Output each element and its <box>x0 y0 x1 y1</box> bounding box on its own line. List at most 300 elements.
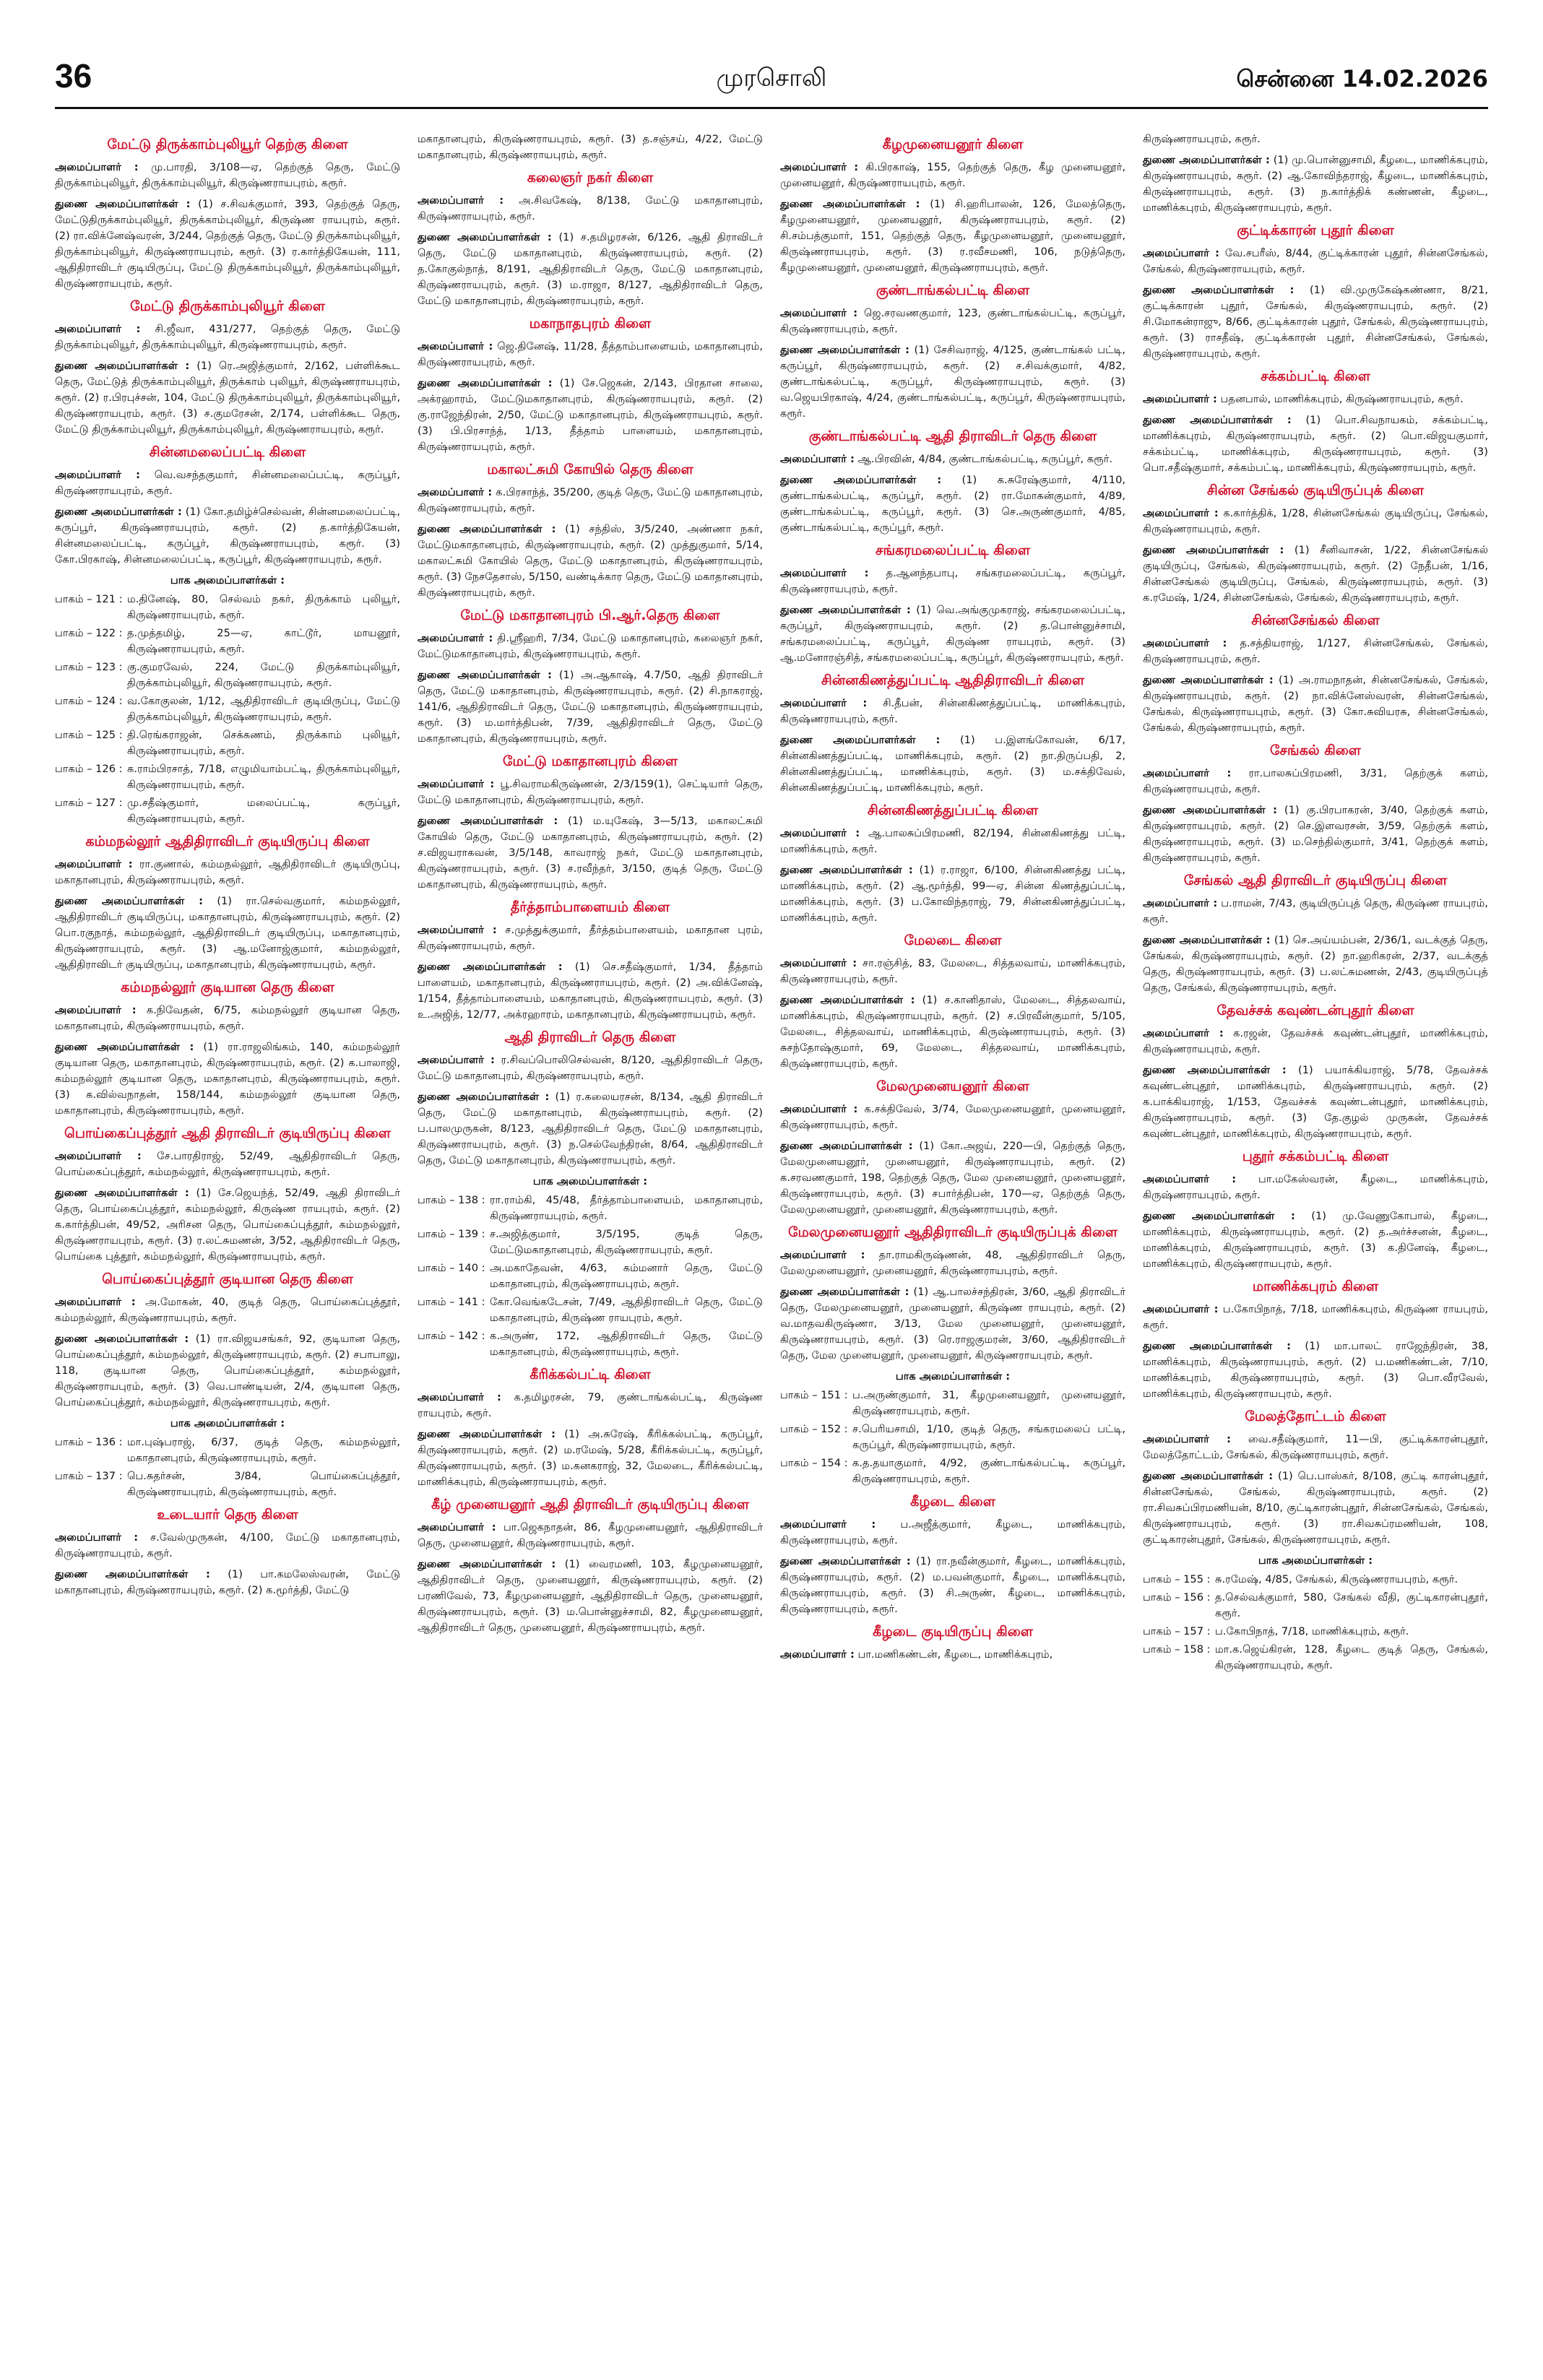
branch-heading: கீழடை குடியிருப்பு கிளை <box>873 1624 1033 1640</box>
branch-section <box>418 1029 763 1360</box>
deputy-label: துணை அமைப்பாளர்கள் : <box>55 1187 189 1199</box>
secretary-entry <box>1143 1302 1488 1333</box>
booth-heading: பாக அமைப்பாளர்கள் : <box>532 1175 648 1187</box>
branch-heading: மகாநாதபுரம் கிளை <box>529 316 652 332</box>
booth-text: ம.தினேஷ், 80, செல்வம் நகர், திருக்காம் புலியூர், கிருஷ்ணராயபுரம், கரூர். <box>127 593 400 621</box>
branch-heading: பொய்கைப்புத்தூர் குடியான தெரு கிளை <box>102 1271 353 1287</box>
page-number: 36 <box>55 57 92 95</box>
deputy-text: (1) அ.சுரேஷ், கீரிக்கல்பட்டி, கருப்பூர், கிருஷ்ணராயபுரம், கரூர். (2) ம.ரமேஷ், 5/28, கீரிக்கல்பட்டி, கருப்பூர், கிருஷ்ணராயபுரம், கரூர். (3) ம.கனகராஜ், 32, மேலடை, கீரிக்கல்பட்டி, மாணிக்கபுரம், கிருஷ்ணராயபுரம், கரூர். <box>418 1428 763 1488</box>
deputy-text: (1) சந்திஸ், 3/5/240, அண்ணா நகர், மேட்டுமகாதானபுரம், கிருஷ்ணராயபுரம், கரூர். (2) முத்துகுமார், 5/14, மகாலட்சுமி கோயில் தெரு, மேட்டு மகாதானபுரம், கிருஷ்ணராயபுரம், கரூர். (3) நேசதேசாஸ், 5/150, வண்டிக்கார தெரு, மேட்டு மகாதானபுரம், கிருஷ்ணராயபுரம், கரூர். <box>418 523 763 599</box>
deputy-label: துணை அமைப்பாளர்கள் : <box>780 734 941 746</box>
booth-row <box>1143 1642 1488 1674</box>
deputy-label: துணை அமைப்பாளர்கள் : <box>1143 674 1274 686</box>
branch-heading: மேட்டு திருக்காம்புலியூர் தெற்கு கிளை <box>107 137 348 152</box>
secretary-entry <box>780 1517 1125 1549</box>
deputy-text: (1) கு.பிரபாகரன், 3/40, தெற்குக் களம், கிருஷ்ணராயபுரம், கரூர். (2) செ.இளவரசன், 3/59, தெற்குக் களம், கிருஷ்ணராயபுரம், கரூர். (3) ம.செந்தில்குமார், 3/41, தெற்குக் களம், கிருஷ்ணராயபுரம், கரூர். <box>1143 804 1488 864</box>
secretary-label: அமைப்பாளர் : <box>1143 767 1232 779</box>
deputy-text: (1) சே.ஜெகன், 2/143, பிரதான சாலை, அக்ரஹாரம், மேட்டுமகாதானபுரம், கிருஷ்ணராயபுரம், கரூர். (2) கு.ராஜேந்திரன், 2/50, மேட்டு மகாதானபுரம், கிருஷ்ணராயபுரம், கரூர். (3) பி.பிரசாந்த், 1/13, தீத்தாம் பாளையம், மகாதானபுரம், கிருஷ்ணராயபுரம், கரூர். <box>418 377 763 453</box>
deputy-text: (1) கோ.தமிழ்ச்செல்வன், சின்னமலைப்பட்டி, கருப்பூர், கிருஷ்ணராயபுரம், கரூர். (2) த.கார்த்திகேயன், சின்னமலைப்பட்டி, கருப்பூர், கிருஷ்ணராயபுரம், கரூர். (3) கோ.பிரகாஷ், சின்னமலைப்பட்டி, கருப்பூர், கிருஷ்ணராயபுரம், கரூர். <box>55 506 400 566</box>
secretary-label: அமைப்பாளர் : <box>1143 1433 1231 1445</box>
deputy-label: துணை அமைப்பாளர்கள் : <box>55 198 191 210</box>
branch-heading: சின்னமலைப்பட்டி கிளை <box>149 444 306 460</box>
deputy-label: துணை அமைப்பாளர்கள் : <box>1143 1210 1295 1222</box>
deputy-text: (1) ர.கலையரசன், 8/134, ஆதி திராவிடர் தெரு, மேட்டு மகாதானபுரம், கிருஷ்ணராயபுரம், கரூர். (2) ப.பாலமுருகன், 8/123, ஆதிதிராவிடர் தெரு, மேட்டு மகாதானபுரம், கிருஷ்ணராயபுரம், கரூர். (3) ந.செல்வேந்திரன், 8/64, ஆதிதிராவிடர் தெரு, மேட்டு மகாதானபுரம், கிருஷ்ணராயபுரம், கரூர். <box>418 1091 763 1167</box>
secretary-label: அமைப்பாளர் : <box>780 957 857 969</box>
deputy-entry <box>55 1331 400 1411</box>
deputy-label: துணை அமைப்பாளர்கள் : <box>418 231 552 243</box>
secretary-text: சி.தீபன், சின்னகிணத்துப்பட்டி, மாணிக்கபுரம், கிருஷ்ணராயபுரம், கரூர். <box>780 697 1125 725</box>
secretary-label: அமைப்பாளர் : <box>780 307 858 319</box>
branch-section <box>55 1271 400 1500</box>
branch-heading: குட்டிக்காரன் புதூர் கிளை <box>1237 222 1394 238</box>
deputy-label: துணை அமைப்பாளர்கள் : <box>55 1568 210 1580</box>
deputy-text: (1) சேசிவராஜ், 4/125, குண்டாங்கல் பட்டி, கருப்பூர், கிருஷ்ணராயபுரம், கரூர். (2) ச.சிவக்குமார், 4/82, குண்டாங்கல்பட்டி, கருப்பூர், கிருஷ்ணராயபுரம், கரூர். (3) வ.ஜெயபிரகாஷ், 4/24, குண்டாங்கல்பட்டி, கருப்பூர், கிருஷ்ணராயபுரம், கரூர். <box>780 344 1125 420</box>
branch-heading: மேட்டு மகாதானபுரம் பி.ஆர்.தெரு கிளை <box>460 607 720 623</box>
booth-number: பாகம் – 122 : <box>55 627 123 639</box>
deputy-label: துணை அமைப்பாளர்கள் : <box>780 474 942 486</box>
branch-section <box>1143 742 1488 866</box>
branch-section <box>418 1496 763 1636</box>
secretary-text: சி.ஜீவா, 431/277, தெற்குத் தெரு, மேட்டு திருக்காம்புலியூர், திருக்காம்புலியூர், கிருஷ்ணராயபுரம், கரூர். <box>55 323 400 351</box>
booth-heading: பாக அமைப்பாளர்கள் : <box>1258 1554 1373 1567</box>
secretary-text: ரா.குணால், கம்மநல்லூர், ஆதிதிராவிடர் குடியிருப்பு, மகாதானபுரம், கிருஷ்ணராயபுரம், கரூர். <box>55 858 400 886</box>
branch-heading: மாணிக்கபுரம் கிளை <box>1252 1278 1379 1294</box>
secretary-entry <box>780 826 1125 857</box>
deputy-entry <box>55 196 400 292</box>
branch-section <box>1143 1148 1488 1272</box>
branch-heading: கலைஞர் நகர் கிளை <box>527 170 654 186</box>
booth-row <box>780 1388 1125 1419</box>
booth-number: பாகம் – 127 : <box>55 797 123 809</box>
deputy-label: துணை அமைப்பாளர்கள் : <box>55 895 203 907</box>
secretary-label: அமைப்பாளர் : <box>780 161 859 173</box>
booth-row <box>418 1328 763 1360</box>
secretary-entry <box>1143 1432 1488 1463</box>
column-3 <box>780 131 1125 2356</box>
branch-section <box>55 443 400 827</box>
deputy-text: (1) ச.தமிழரசன், 6/126, ஆதி திராவிடர் தெரு, மேட்டு மகாதானபுரம், கிருஷ்ணராயபுரம், கரூர். (2) த.கோகுல்நாத், 8/191, ஆதிதிராவிடர் தெரு, மேட்டு மகாதானபுரம், கிருஷ்ணராயபுரம், கரூர். (3) ம.ராஜா, 8/127, ஆதிதிராவிடர் தெரு, மேட்டு மகாதானபுரம், கிருஷ்ணராயபுரம், கரூர். <box>418 231 763 307</box>
deputy-label: துணை அமைப்பாளர்கள் : <box>418 523 556 535</box>
branch-heading: பொய்கைப்புத்தூர் ஆதி திராவிடர் குடியிருப்பு கிளை <box>64 1125 391 1141</box>
secretary-entry <box>780 306 1125 337</box>
secretary-text: ச.முத்துக்குமார், தீர்த்தம்பாளையம், மகாதான புரம், கிருஷ்ணராயபுரம், கரூர். <box>418 924 763 952</box>
booth-row <box>780 1455 1125 1487</box>
secretary-entry <box>55 160 400 191</box>
secretary-label: அமைப்பாளர் : <box>1143 1173 1237 1185</box>
deputy-text: (1) மு.வேணுகோபால், கீழடை, மாணிக்கபுரம், கிருஷ்ணராயபுரம், கரூர். (2) த.அர்ச்சனன், கீழடை, மாணிக்கபுரம், கிருஷ்ணராயபுரம், கரூர். (3) க.தினேஷ், கீழடை, மாணிக்கபுரம், கிருஷ்ணராயபுரம், கரூர். <box>1143 1210 1488 1270</box>
deputy-label: துணை அமைப்பாளர்கள் : <box>1143 544 1284 556</box>
secretary-text: க.சக்திவேல், 3/74, மேலமுனையனூர், முனையனூர், கிருஷ்ணராயபுரம், கரூர். <box>780 1103 1125 1131</box>
branch-heading: கம்மநல்லூர் ஆதிதிராவிடர் குடியிருப்பு கிளை <box>85 834 370 849</box>
booth-number: பாகம் – 141 : <box>418 1296 485 1308</box>
deputy-label: துணை அமைப்பாளர்கள் : <box>55 506 182 518</box>
branch-heading: மேலமுனையனூர் கிளை <box>876 1078 1029 1094</box>
secretary-entry <box>418 1390 763 1421</box>
deputy-text: (1) வி.முருகேஷ்கண்ணா, 8/21, குட்டிக்காரன் புதூர், சேங்கல், கிருஷ்ணராயபுரம், கரூர். (2) சி.மோகன்ராஜு, 8/66, குட்டிக்காரன் புதூர், சேங்கல், கிருஷ்ணராயபுரம், கரூர். (3) ராசதீஷ், குட்டிக்காரன் புதூர், சின்னசேங்கல், சேங்கல், கிருஷ்ணராயபுரம், கரூர். <box>1143 284 1488 360</box>
secretary-label: அமைப்பாளர் : <box>55 858 133 870</box>
booth-row <box>780 1421 1125 1453</box>
booth-number: பாகம் – 155 : <box>1143 1573 1211 1585</box>
secretary-label: அமைப்பாளர் : <box>55 323 141 335</box>
secretary-text: தா.ராமகிருஷ்ணன், 48, ஆதிதிராவிடர் தெரு, மேலமுனையனூர், முனையனூர், கிருஷ்ணராயபுரம், கரூர். <box>780 1249 1125 1277</box>
booth-number: பாகம் – 152 : <box>780 1423 848 1435</box>
secretary-entry <box>418 776 763 808</box>
branch-section <box>780 282 1125 422</box>
deputy-entry <box>780 1284 1125 1364</box>
deputy-entry <box>1143 282 1488 362</box>
deputy-entry <box>780 732 1125 796</box>
branch-section <box>418 461 763 601</box>
branch-section <box>780 428 1125 536</box>
secretary-entry <box>780 160 1125 191</box>
booth-number: பாகம் – 158 : <box>1143 1643 1211 1656</box>
secretary-label: அமைப்பாளர் : <box>780 827 860 839</box>
branch-section <box>1143 482 1488 606</box>
deputy-label: துணை அமைப்பாளர்கள் : <box>780 994 915 1006</box>
deputy-text: (1) சீனிவாசன், 1/22, சின்னசேங்கல் குடியிருப்பு, சேங்கல், கிருஷ்ணராயபுரம், கரூர். (2) நேதீபன், 1/16, சின்னசேங்கல் குடியிருப்பு, சேங்கல், கிருஷ்ணராயபுரம், கரூர். (3) க.ரமேஷ், 1/24, சின்னசேங்கல், சேங்கல், கிருஷ்ணராயபுரம், கரூர். <box>1143 544 1488 604</box>
deputy-text: (1) மா.பாலட் ராஜேந்திரன், 38, மாணிக்கபுரம், கிருஷ்ணராயபுரம், கரூர். (2) ப.மணிகண்டன், 7/10, மாணிக்கபுரம், கிருஷ்ணராயபுரம், கரூர். (3) பொ.வீரவேல், மாணிக்கபுரம், கிருஷ்ணராயபுரம், கரூர். <box>1143 1340 1488 1400</box>
secretary-label: அமைப்பாளர் : <box>55 469 140 481</box>
secretary-text: வெ.வசந்தகுமார், சின்னமலைப்பட்டி, கருப்பூர், கிருஷ்ணராயபுரம், கரூர். <box>55 469 400 497</box>
secretary-entry <box>1143 506 1488 537</box>
deputy-entry <box>1143 412 1488 476</box>
branch-heading: சின்னகிணத்துப்பட்டி ஆதிதிராவிடர் கிளை <box>821 672 1085 688</box>
masthead <box>55 56 1488 109</box>
booth-row <box>55 727 400 759</box>
deputy-label: துணை அமைப்பாளர்கள் : <box>418 1558 556 1570</box>
booth-number: பாகம் – 154 : <box>780 1457 848 1469</box>
branch-heading: சேங்கல் கிளை <box>1270 743 1361 758</box>
booth-text: த.முத்தமிழ், 25—ஏ, காட்டூர், மாயனூர், கிருஷ்ணராயபுரம், கரூர். <box>127 627 400 655</box>
booth-number: பாகம் – 137 : <box>55 1470 123 1482</box>
secretary-text: அ.மோகன், 40, குடித் தெரு, பொய்கைப்புத்தூர், கம்மநல்லூர், கிருஷ்ணராயபுரம், கரூர். <box>55 1296 400 1324</box>
secretary-text: பதனபால், மாணிக்கபுரம், கிருஷ்ணராயபுரம், கரூர். <box>1220 393 1464 405</box>
deputy-text: (1) ரா.ராஜலிங்கம், 140, கம்மநல்லூர் குடியான தெரு, மகாதானபுரம், கிருஷ்ணராயபுரம், கரூர். (2) க.பாலாஜி, கம்மநல்லூர் குடியான தெரு, மகாதானபுரம், கிருஷ்ணராயபுரம், கரூர். (3) க.வில்வநாதன், 158/144, கம்மநல்லூர் குடியான தெரு, மகாதானபுரம், கிருஷ்ணராயபுரம், கரூர். <box>55 1041 400 1117</box>
secretary-entry <box>1143 391 1488 407</box>
secretary-text: மு.பாரதி, 3/108—ஏ, தெற்குத் தெரு, மேட்டு திருக்காம்புலியூர், திருக்காம்புலியூர், கிருஷ்ணராயபுரம், கரூர். <box>55 161 400 189</box>
secretary-entry <box>780 956 1125 987</box>
booth-text: ரா.ராம்கி, 45/48, தீர்த்தாம்பாளையம், மகாதானபுரம், கிருஷ்ணராயபுரம், கரூர். <box>490 1194 763 1222</box>
secretary-text: வே.சபரீஸ், 8/44, குட்டிக்காரன் புதூர், சின்னசேங்கல், சேங்கல், கிருஷ்ணராயபுரம், கரூர். <box>1143 247 1488 275</box>
secretary-text: ப.அஜீத்குமார், கீழடை, மாணிக்கபுரம், கிருஷ்ணராயபுரம், கரூர். <box>780 1518 1125 1546</box>
deputy-label: துணை அமைப்பாளர்கள் : <box>1143 414 1292 426</box>
secretary-entry <box>1143 246 1488 277</box>
secretary-entry <box>418 922 763 954</box>
secretary-entry <box>780 1247 1125 1279</box>
deputy-text: (1) பெ.பாஸ்கர், 8/108, குட்டி காரன்புதூர், சின்னசேங்கல், சேங்கல், கிருஷ்ணராயபுரம், கரூர். (2) ரா.சிவசுப்பிரமணியன், 8/10, குட்டிகாரன்புதூர், சின்னசேங்கல், சேங்கல், கிருஷ்ணராயபுரம், கரூர். (3) ரா.சிவசுப்ரமணியன், 108, குட்டிகாரன்புதூர், சேங்கல், கிருஷ்ணராயபுரம், கரூர். <box>1143 1470 1488 1546</box>
secretary-entry <box>1143 1026 1488 1057</box>
secretary-entry <box>418 1052 763 1084</box>
secretary-entry <box>55 1294 400 1326</box>
branch-section <box>418 131 763 163</box>
branch-section <box>780 672 1125 796</box>
branch-heading: சின்னகிணத்துப்பட்டி கிளை <box>867 802 1039 818</box>
booth-text: தி.ரெங்கராஜன், செக்கணம், திருக்காம் புலியூர், கிருஷ்ணராயபுரம், கரூர். <box>127 729 400 757</box>
deputy-entry <box>780 1138 1125 1218</box>
secretary-label: அமைப்பாளர் : <box>780 1249 865 1261</box>
booth-row <box>1143 1590 1488 1622</box>
booth-text: அ.மகாதேவன், 4/63, கம்மனார் தெரு, மேட்டு மகாதானபுரம், கிருஷ்ணராயபுரம், கரூர். <box>490 1262 763 1290</box>
deputy-text: (1) அ.ஆகாஷ், 4.7/50, ஆதி திராவிடர் தெரு, மேட்டு மகாதானபுரம், கிருஷ்ணராயபுரம், கரூர். (2) சி.நாகராஜ், 141/6, ஆதிதிராவிடர் தெரு, மேட்டு மகாதானபுரம், கிருஷ்ணராயபுரம், கரூர். (3) ம.மார்த்திபன், 7/39, ஆதிதிராவிடர் தெரு, மேட்டு மகாதானபுரம், கிருஷ்ணராயபுரம், கரூர். <box>418 669 763 745</box>
secretary-label: அமைப்பாளர் : <box>1143 247 1220 259</box>
secretary-entry <box>418 339 763 371</box>
branch-section <box>1143 131 1488 216</box>
booth-row <box>55 592 400 623</box>
secretary-text: பா.மகேஸ்வரன், கீழடை, மாணிக்கபுரம், கிருஷ்ணராயபுரம், கரூர். <box>1143 1173 1488 1201</box>
booth-heading: பாக அமைப்பாளர்கள் : <box>895 1370 1011 1382</box>
deputy-entry <box>418 667 763 747</box>
branch-heading: சின்ன சேங்கல் குடியிருப்புக் கிளை <box>1206 483 1425 498</box>
secretary-label: அமைப்பாளர் : <box>418 1391 501 1403</box>
secretary-text: பா.ஜெகநாதன், 86, கீழமுனையனூர், ஆதிதிராவிடர் தெரு, முனையனூர், கிருஷ்ணராயபுரம், கரூர். <box>418 1521 763 1549</box>
branch-section <box>55 833 400 973</box>
branch-heading: சக்கம்பட்டி கிளை <box>1261 368 1370 384</box>
deputy-text: (1) ப.இளங்கோவன், 6/17, சின்னகிணத்துப்பட்டி, மாணிக்கபுரம், கரூர். (2) நா.திருப்பதி, 2, சின்னகிணத்துப்பட்டி, மாணிக்கபுரம், கரூர். (3) ம.சக்திவேல், சின்னகிணத்துப்பட்டி, மாணிக்கபுரம், கரூர். <box>780 734 1125 794</box>
deputy-entry <box>780 196 1125 276</box>
branch-heading: மேலடை கிளை <box>904 932 1002 948</box>
booth-number: பாகம் – 123 : <box>55 661 123 673</box>
secretary-entry <box>1143 636 1488 667</box>
secretary-text: க.கார்த்திக், 1/28, சின்னசேங்கல் குடியிருப்பு, சேங்கல், கிருஷ்ணராயபுரம், கரூர். <box>1143 507 1488 535</box>
secretary-text: ப.கோபிநாத், 7/18, மாணிக்கபுரம், கிருஷ்ண ராயபுரம், கரூர். <box>1143 1303 1488 1331</box>
deputy-entry <box>418 813 763 893</box>
branch-section <box>55 979 400 1119</box>
secretary-text: பூ.சிவராமகிருஷ்ணன், 2/3/159(1), செட்டியார் தெரு, மேட்டு மகாதானபுரம், கிருஷ்ணராயபுரம், கரூர். <box>418 778 763 806</box>
branch-heading: கீழமுனையனூர் கிளை <box>882 137 1024 152</box>
deputy-label: துணை அமைப்பாளர்கள் : <box>1143 1470 1274 1482</box>
branch-section <box>418 899 763 1023</box>
secretary-label: அமைப்பாளர் : <box>55 1150 142 1162</box>
deputy-label: துணை அமைப்பாளர்கள் : <box>55 1333 189 1345</box>
booth-row <box>55 626 400 657</box>
secretary-entry <box>1143 766 1488 797</box>
deputy-text: (1) கோ.அஜய், 220—பி, தெற்குத் தெரு, மேலமுனையனூர், முனையனூர், கிருஷ்ணராயபுரம், கரூர். (2) க.சரவணகுமார், 198, தெற்குத் தெரு, மேல முனையனூர், முனையனூர், கிருஷ்ணராயபுரம், கரூர். (3) சபார்த்திபன், 170—ஏ, தெற்குத் தெரு, மேலமுனையனூர், முனையனூர், கிருஷ்ணராயபுரம், கரூர். <box>780 1140 1125 1216</box>
branch-heading: சேங்கல் ஆதி திராவிடர் குடியிருப்பு கிளை <box>1183 873 1448 888</box>
deputy-entry <box>55 504 400 568</box>
secretary-text: க.நிவேதன், 6/75, கம்மநல்லூர் குடியான தெரு, மகாதானபுரம், கிருஷ்ணராயபுரம், கரூர். <box>55 1004 400 1032</box>
secretary-label: அமைப்பாளர் : <box>780 567 869 579</box>
deputy-text: (1) அ.ராமநாதன், சின்னசேங்கல், சேங்கல், கிருஷ்ணராயபுரம், கரூர். (2) நா.விக்னேஸ்வரன், சின்னசேங்கல், சேங்கல், கிருஷ்ணராயபுரம், கரூர். (3) கோ.சுவியரசு, சின்னசேங்கல், சேங்கல், கிருஷ்ணராயபுரம், கரூர். <box>1143 674 1488 734</box>
deputy-entry <box>1143 802 1488 866</box>
branch-section <box>1143 368 1488 476</box>
deputy-label: துணை அமைப்பாளர்கள் : <box>1143 1340 1291 1352</box>
deputy-text: (1) ச.கானிதாஸ், மேலடை, சித்தலவாய், மாணிக்கபுரம், கிருஷ்ணராயபுரம், கரூர். (2) ச.பிரவீன்குமார், 5/105, மேலடை, சித்தலவாய், மாணிக்கபுரம், கிருஷ்ணராயபுரம், கரூர். (3) சுசந்தோஷ்குமார், 69, மேலடை, சித்தலவாய், மாணிக்கபுரம், கிருஷ்ணராயபுரம், கரூர். <box>780 994 1125 1070</box>
branch-heading: சின்னசேங்கல் கிளை <box>1251 613 1380 628</box>
branch-section <box>55 136 400 292</box>
secretary-entry <box>780 696 1125 727</box>
secretary-text: அ.சிவகேஷ், 8/138, மேட்டு மகாதானபுரம், கிருஷ்ணராயபுரம், கரூர். <box>418 194 763 222</box>
secretary-label: அமைப்பாளர் : <box>780 1518 876 1531</box>
secretary-text: த.ஆனந்தபாபு, சங்கரமலைப்பட்டி, கருப்பூர், கிருஷ்ணராயபுரம், கரூர். <box>780 567 1125 595</box>
secretary-entry <box>55 1148 400 1180</box>
branch-section <box>1143 612 1488 736</box>
booth-text: மா.புஷ்பராஜ், 6/37, குடித் தெரு, கம்மநல்லூர், மகாதானபுரம், கிருஷ்ணராயபுரம், கரூர். <box>127 1436 400 1464</box>
branch-heading: ஆதி திராவிடர் தெரு கிளை <box>504 1029 676 1045</box>
branch-heading: கீழ் முனையனூர் ஆதி திராவிடர் குடியிருப்பு கிளை <box>431 1497 749 1513</box>
secretary-text: க.பிரசாந்த், 35/200, குடித் தெரு, மேட்டு மகாதானபுரம், கிருஷ்ணராயபுரம், கரூர். <box>418 486 763 514</box>
branch-heading: தீர்த்தாம்பாளையம் கிளை <box>510 899 670 915</box>
secretary-label: அமைப்பாளர் : <box>1143 1027 1224 1039</box>
deputy-text: (1) பா.கமலேஸ்வரன், மேட்டு மகாதானபுரம், கிருஷ்ணராயபுரம், கரூர். (2) க.மூர்த்தி, மேட்டு <box>55 1568 400 1596</box>
booth-number: பாகம் – 140 : <box>418 1262 485 1274</box>
deputy-label: துணை அமைப்பாளர்கள் : <box>780 1286 909 1298</box>
column-1 <box>55 131 400 2356</box>
deputy-text: (1) வெ.அங்குமுகராஜ், சங்கரமலைப்பட்டி, கருப்பூர், கிருஷ்ணராயபுரம், கரூர். (2) த.பொன்னுச்சாமி, சங்கரமலைப்பட்டி, கருப்பூர், கிருஷ்ண ராயபுரம், கரூர். (3) ஆ.மனோரஞ்சித், சங்கரமலைப்பட்டி, கருப்பூர், கிருஷ்ணராயபுரம், கரூர். <box>780 604 1125 664</box>
deputy-label: துணை அமைப்பாளர்கள் : <box>780 1140 913 1152</box>
branch-section <box>780 542 1125 666</box>
deputy-text: (1) ரா.விஜயசங்கர், 92, குடியான தெரு, பொய்கைப்புத்தூர், கம்மநல்லூர், கிருஷ்ணராயபுரம், கரூர். (2) சபாபாலு, 118, குடியான தெரு, பொய்கைப்புத்தூர், கம்மநல்லூர், கிருஷ்ணராயபுரம், கரூர். (3) வெ.பாண்டியன், 2/4, குடியான தெரு, பொய்கைப்புத்தூர், கம்மநல்லூர், கிருஷ்ணராயபுரம், கரூர். <box>55 1333 400 1408</box>
deputy-label: துணை அமைப்பாளர்கள் : <box>780 1555 911 1567</box>
branch-heading: புதூர் சக்கம்பட்டி கிளை <box>1242 1148 1389 1164</box>
booth-row <box>418 1226 763 1258</box>
secretary-label: அமைப்பாளர் : <box>55 1531 139 1544</box>
secretary-text: கிருஷ்ணராயபுரம், கரூர். <box>1143 133 1261 145</box>
booth-row <box>1143 1624 1488 1640</box>
deputy-entry <box>418 230 763 309</box>
booth-text: சு.ரமேஷ், 4/85, சேங்கல், கிருஷ்ணராயபுரம், கரூர். <box>1215 1573 1458 1585</box>
secretary-entry <box>780 566 1125 597</box>
branch-heading: தேவச்சக் கவுண்டன்புதூர் கிளை <box>1216 1003 1414 1018</box>
secretary-label: அமைப்பாளர் : <box>1143 393 1217 405</box>
branch-heading: மகாலட்சுமி கோயில் தெரு கிளை <box>487 462 693 477</box>
branch-section <box>780 1493 1125 1617</box>
branch-heading: கீரிக்கல்பட்டி கிளை <box>530 1367 651 1382</box>
deputy-label: துணை அமைப்பாளர்கள் : <box>780 344 910 356</box>
booth-row <box>55 1468 400 1500</box>
branch-heading: மேட்டு மகாதானபுரம் கிளை <box>502 753 678 769</box>
secretary-text: கி.பிரகாஷ், 155, தெற்குத் தெரு, கீழ முனையனூர், முனையனூர், கிருஷ்ணராயபுரம், கரூர். <box>780 161 1125 189</box>
branch-heading: உடையார் தெரு கிளை <box>157 1507 298 1523</box>
deputy-text: (1) பயாக்கியராஜ், 5/78, தேவச்சக் கவுண்டன்புதூர், மாணிக்கபுரம், கிருஷ்ணராயபுரம், கரூர். (2) க.பாக்கியராஜ், 1/153, தேவச்சக் கவுண்டன்புதூர், மாணிக்கபுரம், கிருஷ்ணராயபுரம், கரூர். (3) தே.குழல் முருகன், தேவச்சக் கவுண்டன்புதூர், மாணிக்கபுரம், கிருஷ்ணராயபுரம், கரூர். <box>1143 1064 1488 1140</box>
deputy-text: (1) ரா.நவீன்குமார், கீழடை, மாணிக்கபுரம், கிருஷ்ணராயபுரம், கரூர். (2) ம.பவன்குமார், கீழடை, மாணிக்கபுரம், கிருஷ்ணராயபுரம், கரூர். (3) சி.அருண், கீழடை, மாணிக்கபுரம், கிருஷ்ணராயபுரம், கரூர். <box>780 1555 1125 1615</box>
secretary-entry <box>1143 1172 1488 1203</box>
branch-section <box>418 607 763 747</box>
deputy-entry <box>1143 152 1488 216</box>
deputy-label: துணை அமைப்பாளர்கள் : <box>780 198 920 210</box>
booth-text: க.அருண், 172, ஆதிதிராவிடர் தெரு, மேட்டு மகாதானபுரம், கிருஷ்ணராயபுரம், கரூர். <box>490 1330 763 1358</box>
deputy-label: துணை அமைப்பாளர்கள் : <box>780 604 911 616</box>
deputy-entry <box>1143 1338 1488 1402</box>
branch-heading: மேலமுனையனூர் ஆதிதிராவிடர் குடியிருப்புக் கிளை <box>788 1224 1118 1240</box>
secretary-text: சே.பாரதிராஜ், 52/49, ஆதிதிராவிடர் தெரு, பொய்கைப்புத்தூர், கம்மநல்லூர், கிருஷ்ணராயபுரம், கரூர். <box>55 1150 400 1178</box>
booth-text: பெ.சுதர்சன், 3/84, பொய்கைப்புத்தூர், கிருஷ்ணராயபுரம், கிருஷ்ணராயபுரம், கரூர். <box>127 1470 400 1498</box>
booth-number: பாகம் – 121 : <box>55 593 123 605</box>
deputy-entry <box>55 358 400 438</box>
secretary-text: ஆ.பாலசுப்பிரமணி, 82/194, சின்னகிணத்து பட்டி, மாணிக்கபுரம், கரூர். <box>780 827 1125 855</box>
deputy-text: (1) ஆ.பாலச்சந்திரன், 3/60, ஆதி திராவிடர் தெரு, மேலமுனையனூர், முனையனூர், கிருஷ்ண ராயபுரம், கரூர். (2) வ.மாதவகிருஷ்ணா, 3/13, மேல முனையனூர், முனையனூர், கிருஷ்ணராயபுரம், கரூர். (3) ரெ.ராஜகுமரன், 3/60, ஆதிதிராவிடர் தெரு, மேல முனையனூர், முனையனூர், கிருஷ்ணராயபுரம், கரூர். <box>780 1286 1125 1362</box>
branch-section <box>55 298 400 438</box>
column-2 <box>418 131 763 2356</box>
deputy-entry <box>418 1427 763 1490</box>
branch-section <box>780 932 1125 1072</box>
secretary-entry <box>418 131 763 163</box>
branch-heading: மேலத்தோட்டம் கிளை <box>1245 1408 1386 1424</box>
deputy-text: (1) வைரமணி, 103, கீழமுனையனூர், ஆதிதிராவிடர் தெரு, முனையனூர், கிருஷ்ணராயபுரம், கரூர். (2) பரணிவேல், 73, கீழமுனையனூர், ஆதிதிராவிடர் தெரு, முனையனூர், கிருஷ்ணராயபுரம், கரூர். (3) ம.பொன்னுச்சாமி, 82, கீழமுனையனூர், ஆதிதிராவிடர் தெரு, முனையனூர், கிருஷ்ணராயபுரம், கரூர். <box>418 1558 763 1634</box>
deputy-label: துணை அமைப்பாளர்கள் : <box>418 377 553 389</box>
deputy-text: (1) ரெ.அஜித்குமார், 2/162, பள்ளிக்கூட தெரு, மேட்டுத் திருக்காம்புலியூர், திருக்காம் புலியூர், கிருஷ்ணராயபுரம், கரூர். (2) ர.பிரபுச்சன், 104, மேட்டு திருக்காம்புலியூர், திருக்காம்புலியூர், கிருஷ்ணராயபுரம், கரூர். (3) ச.குமரேசன், 2/174, பள்ளிக்கூட தெரு, மேட்டு திருக்காம்புலியூர், திருக்காம்புலியூர், கிருஷ்ணராயபுரம், கரூர். <box>55 360 400 436</box>
branch-section <box>55 1125 400 1265</box>
secretary-text: ச.வேல்முருகன், 4/100, மேட்டு மகாதானபுரம், கிருஷ்ணராயபுரம், கரூர். <box>55 1531 400 1559</box>
secretary-text: தி.ஸ்ரீஹரி, 7/34, மேட்டு மகாதானபுரம், கலைஞர் நகர், மேட்டுமகாதானபுரம், கிருஷ்ணராயபுரம், கரூர். <box>418 632 763 660</box>
booth-text: ச.அஜித்குமார், 3/5/195, குடித் தெரு, மேட்டுமகாதானபுரம், கிருஷ்ணராயபுரம், கரூர். <box>490 1228 763 1256</box>
branch-heading: மேட்டு திருக்காம்புலியூர் கிளை <box>130 298 325 314</box>
booth-row <box>418 1260 763 1292</box>
deputy-entry <box>55 1039 400 1119</box>
branch-section <box>418 753 763 893</box>
secretary-label: அமைப்பாளர் : <box>418 778 495 790</box>
secretary-entry <box>1143 131 1488 147</box>
booth-row <box>55 795 400 827</box>
secretary-text: சா.ரஞ்சித், 83, மேலடை, சித்தலவாய், மாணிக்கபுரம், கிருஷ்ணராயபுரம், கரூர். <box>780 957 1125 985</box>
secretary-text: ப.ராமன், 7/43, குடியிருப்புத் தெரு, கிருஷ்ண ராயபுரம், கரூர். <box>1143 897 1488 925</box>
deputy-text: (1) க.சுரேஷ்குமார், 4/110, குண்டாங்கல்பட்டி, கருப்பூர், கரூர். (2) ரா.மோகன்குமார், 4/89, குண்டாங்கல்பட்டி, கருப்பூர், கரூர். (3) செ.அருண்குமார், 4/85, குண்டாங்கல்பட்டி, கருப்பூர், கரூர். <box>780 474 1125 534</box>
branch-heading: குண்டாங்கல்பட்டி ஆதி திராவிடர் தெரு கிளை <box>808 428 1097 444</box>
branch-section <box>418 1366 763 1490</box>
secretary-text: ஜெ.தினேஷ், 11/28, தீத்தாம்பாளையம், மகாதானபுரம், கிருஷ்ணராயபுரம், கரூர். <box>418 340 763 368</box>
booth-row <box>418 1193 763 1224</box>
booth-text: ப.அருண்குமார், 31, கீழமுனையனூர், முனையனூர், கிருஷ்ணராயபுரம், கரூர். <box>852 1389 1125 1417</box>
booth-number: பாகம் – 138 : <box>418 1194 485 1206</box>
deputy-entry <box>1143 542 1488 606</box>
branch-section <box>780 1224 1125 1487</box>
booth-number: பாகம் – 151 : <box>780 1389 848 1401</box>
secretary-entry <box>55 1003 400 1034</box>
secretary-label: அமைப்பாளர் : <box>780 1103 858 1115</box>
secretary-label: அமைப்பாளர் : <box>780 453 855 465</box>
secretary-label: அமைப்பாளர் : <box>55 161 139 173</box>
secretary-label: அமைப்பாளர் : <box>780 1648 855 1661</box>
deputy-text: (1) செ.அய்யம்பன், 2/36/1, வடக்குத் தெரு, சேங்கல், கிருஷ்ணராயபுரம், கரூர். (2) நா.ஹரிகரன், 2/37, வடக்குத் தெரு, கிருஷ்ணராயபுரம், கரூர். (3) ப.லட்சுமணன், 2/43, குடியிருப்புத் தெரு, சேங்கல், கிருஷ்ணராயபுரம், கரூர். <box>1143 934 1488 994</box>
secretary-text: ரா.பாலசுப்பிரமணி, 3/31, தெற்குக் களம், கிருஷ்ணராயபுரம், கரூர். <box>1143 767 1488 795</box>
deputy-entry <box>780 602 1125 666</box>
deputy-label: துணை அமைப்பாளர்கள் : <box>1143 1064 1287 1076</box>
booth-heading: பாக அமைப்பாளர்கள் : <box>170 574 285 587</box>
branch-section <box>418 315 763 455</box>
secretary-entry <box>418 631 763 662</box>
deputy-entry <box>418 522 763 601</box>
deputy-entry <box>1143 932 1488 996</box>
deputy-label: துணை அமைப்பாளர்கள் : <box>1143 154 1270 166</box>
branch-section <box>780 802 1125 926</box>
booth-number: பாகம் – 156 : <box>1143 1591 1211 1604</box>
deputy-entry <box>418 1089 763 1169</box>
booth-text: கு.குமரவேல், 224, மேட்டு திருக்காம்புலியூர், திருக்காம்புலியூர், கிருஷ்ணராயபுரம், கரூர். <box>127 661 400 689</box>
branch-heading: சங்கரமலைப்பட்டி கிளை <box>875 542 1030 558</box>
booth-text: மா.க.ஜெய்கிரன், 128, கீழடை குடித் தெரு, சேங்கல், கிருஷ்ணராயபுரம், கரூர். <box>1215 1643 1488 1671</box>
booth-text: ப.கோபிநாத், 7/18, மாணிக்கபுரம், கரூர். <box>1215 1625 1409 1637</box>
branch-section <box>55 1506 400 1598</box>
deputy-entry <box>780 862 1125 926</box>
secretary-entry <box>418 485 763 516</box>
secretary-text: பா.மணிகண்டன், கீழடை, மாணிக்கபுரம், <box>857 1648 1053 1661</box>
booth-row <box>418 1294 763 1326</box>
branch-section <box>1143 1408 1488 1674</box>
deputy-label: துணை அமைப்பாளர்கள் : <box>55 1041 194 1053</box>
article-columns <box>55 131 1488 2356</box>
branch-heading: குண்டாங்கல்பட்டி கிளை <box>876 282 1030 298</box>
deputy-entry <box>55 1185 400 1265</box>
branch-section <box>780 1623 1125 1663</box>
deputy-entry <box>780 342 1125 422</box>
deputy-label: துணை அமைப்பாளர்கள் : <box>1143 804 1277 816</box>
deputy-entry <box>418 376 763 455</box>
booth-text: க.த.தயாகுமார், 4/92, குண்டாங்கல்பட்டி, கருப்பூர், கிருஷ்ணராயபுரம், கரூர். <box>852 1457 1125 1485</box>
secretary-label: அமைப்பாளர் : <box>1143 897 1218 909</box>
secretary-entry <box>55 321 400 353</box>
secretary-label: அமைப்பாளர் : <box>418 486 493 498</box>
secretary-entry <box>418 1520 763 1552</box>
deputy-label: துணை அமைப்பாளர்கள் : <box>780 864 913 876</box>
